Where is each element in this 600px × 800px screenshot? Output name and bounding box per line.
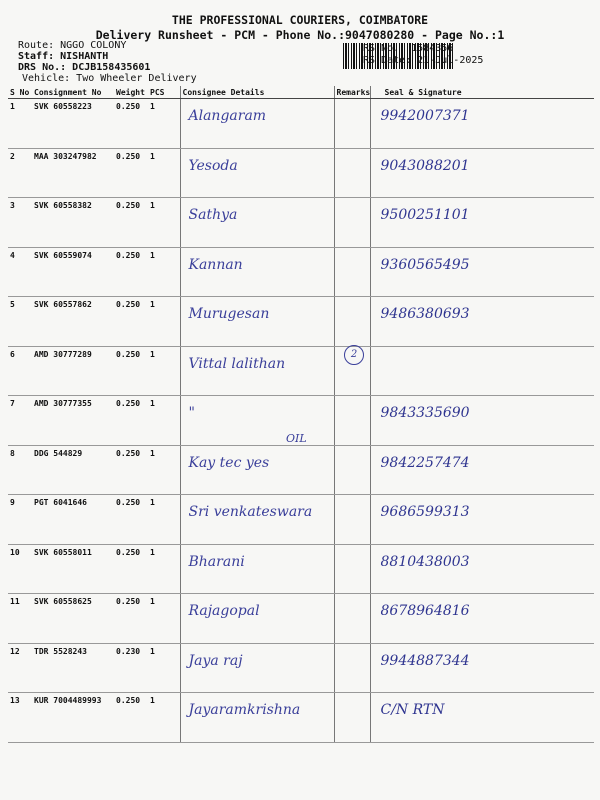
row-pcs: 1 (148, 495, 180, 545)
row-consignee: Yesoda (180, 148, 334, 198)
row-weight: 0.250 (114, 495, 148, 545)
table-row (8, 247, 594, 297)
row-sno: 10 (8, 544, 32, 594)
row-signature: 9043088201 (370, 148, 594, 198)
row-weight: 0.250 (114, 396, 148, 446)
row-weight: 0.230 (114, 643, 148, 693)
row-pcs: 1 (148, 544, 180, 594)
row-remarks (334, 445, 370, 495)
row-consignee: Murugesan (180, 297, 334, 347)
row-consignee: Alangaram (180, 99, 334, 149)
rs-date: RS Date: 21-Jul-2025 (363, 55, 484, 66)
row-sno: 2 (8, 148, 32, 198)
runsheet-table (8, 86, 594, 743)
row-sno: 11 (8, 594, 32, 644)
row-consignee: Sri venkateswara (180, 495, 334, 545)
row-pcs: 1 (148, 445, 180, 495)
row-pcs: 1 (148, 247, 180, 297)
row-pcs: 1 (148, 99, 180, 149)
row-remarks (334, 148, 370, 198)
row-consignment-no: PGT 6041646 (32, 495, 114, 545)
row-sno: 8 (8, 445, 32, 495)
table-row (8, 346, 594, 396)
row-remarks (334, 198, 370, 248)
row-sno: 6 (8, 346, 32, 396)
vehicle-label: Vehicle: Two Wheeler Delivery (22, 73, 197, 84)
col-consignee: Consignee Details (180, 86, 334, 99)
row-consignee: Jaya raj (180, 643, 334, 693)
row-pcs: 1 (148, 594, 180, 644)
oil-note: OIL (286, 432, 307, 445)
company-title: THE PROFESSIONAL COURIERS, COIMBATORE (171, 13, 429, 27)
row-sno: 9 (8, 495, 32, 545)
row-pcs: 1 (148, 693, 180, 743)
row-remarks (334, 643, 370, 693)
row-remarks (334, 247, 370, 297)
row-consignment-no: SVK 60558011 (32, 544, 114, 594)
col-consignment: Consignment No (32, 86, 114, 99)
row-consignee: Bharani (180, 544, 334, 594)
row-consignment-no: SVK 60559074 (32, 247, 114, 297)
row-signature: C/N RTN (370, 693, 594, 743)
row-remarks (334, 99, 370, 149)
row-sno: 7 (8, 396, 32, 446)
row-consignment-no: SVK 60558625 (32, 594, 114, 644)
row-sno: 1 (8, 99, 32, 149)
col-signature: Seal & Signature (370, 86, 594, 99)
row-consignment-no: AMD 30777355 (32, 396, 114, 446)
row-consignment-no: KUR 7004489993 (32, 693, 114, 743)
row-signature: 9686599313 (370, 495, 594, 545)
row-weight: 0.250 (114, 198, 148, 248)
col-weight: Weight (114, 86, 148, 99)
row-weight: 0.250 (114, 544, 148, 594)
staff-label: Staff: NISHANTH (18, 51, 109, 62)
row-remarks (334, 594, 370, 644)
row-pcs: 1 (148, 396, 180, 446)
row-pcs: 1 (148, 346, 180, 396)
row-weight: 0.250 (114, 594, 148, 644)
table-row (8, 594, 594, 644)
table-row (8, 297, 594, 347)
table-row (8, 148, 594, 198)
drs-number: DRS No.: DCJB158435601 (18, 62, 151, 73)
row-weight: 0.250 (114, 99, 148, 149)
row-consignee: Vittal lalithan (180, 346, 334, 396)
table-row (8, 99, 594, 149)
row-sno: 13 (8, 693, 32, 743)
row-weight: 0.250 (114, 247, 148, 297)
row-remarks (334, 297, 370, 347)
row-weight: 0.250 (114, 297, 148, 347)
row-consignee: Kannan (180, 247, 334, 297)
row-pcs: 1 (148, 198, 180, 248)
row-remarks (334, 495, 370, 545)
row-weight: 0.250 (114, 693, 148, 743)
row-signature: 9842257474 (370, 445, 594, 495)
row-consignee: Sathya (180, 198, 334, 248)
table-row (8, 198, 594, 248)
row-consignee: " (180, 396, 334, 446)
row-consignment-no: AMD 30777289 (32, 346, 114, 396)
table-row (8, 643, 594, 693)
row-signature: 8678964816 (370, 594, 594, 644)
row-pcs: 1 (148, 643, 180, 693)
table-body (8, 99, 594, 743)
row-remarks (334, 396, 370, 446)
row-signature (370, 346, 594, 396)
row-consignment-no: SVK 60558223 (32, 99, 114, 149)
table-row (8, 693, 594, 743)
circled-mark: 2 (344, 345, 364, 365)
row-consignment-no: SVK 60558382 (32, 198, 114, 248)
row-consignment-no: TDR 5528243 (32, 643, 114, 693)
row-signature: 9486380693 (370, 297, 594, 347)
rs-number: RS No.: 1584356 (363, 43, 454, 54)
table-row (8, 495, 594, 545)
row-signature: 9360565495 (370, 247, 594, 297)
row-pcs: 1 (148, 297, 180, 347)
col-sno: S No (8, 86, 32, 99)
row-signature: 9843335690 (370, 396, 594, 446)
col-pcs: PCS (148, 86, 180, 99)
route-label: Route: NGGO COLONY (18, 40, 127, 51)
row-weight: 0.250 (114, 346, 148, 396)
row-weight: 0.250 (114, 445, 148, 495)
row-sno: 4 (8, 247, 32, 297)
row-sno: 12 (8, 643, 32, 693)
row-consignee: Kay tec yes (180, 445, 334, 495)
row-signature: 9944887344 (370, 643, 594, 693)
table-header-row (8, 86, 594, 99)
row-consignment-no: DDG 544829 (32, 445, 114, 495)
row-consignee: Jayaramkrishna (180, 693, 334, 743)
row-weight: 0.250 (114, 148, 148, 198)
row-signature: 9942007371 (370, 99, 594, 149)
row-consignee: Rajagopal (180, 594, 334, 644)
row-remarks (334, 544, 370, 594)
row-signature: 8810438003 (370, 544, 594, 594)
col-remarks: Remarks (334, 86, 370, 99)
row-signature: 9500251101 (370, 198, 594, 248)
runsheet-subtitle: Delivery Runsheet - PCM - Phone No.:9047080280 - Page No.:1 (95, 28, 505, 42)
table-row (8, 445, 594, 495)
table-row (8, 544, 594, 594)
row-consignment-no: SVK 60557862 (32, 297, 114, 347)
row-sno: 5 (8, 297, 32, 347)
row-sno: 3 (8, 198, 32, 248)
row-remarks (334, 693, 370, 743)
row-consignment-no: MAA 303247982 (32, 148, 114, 198)
row-pcs: 1 (148, 148, 180, 198)
